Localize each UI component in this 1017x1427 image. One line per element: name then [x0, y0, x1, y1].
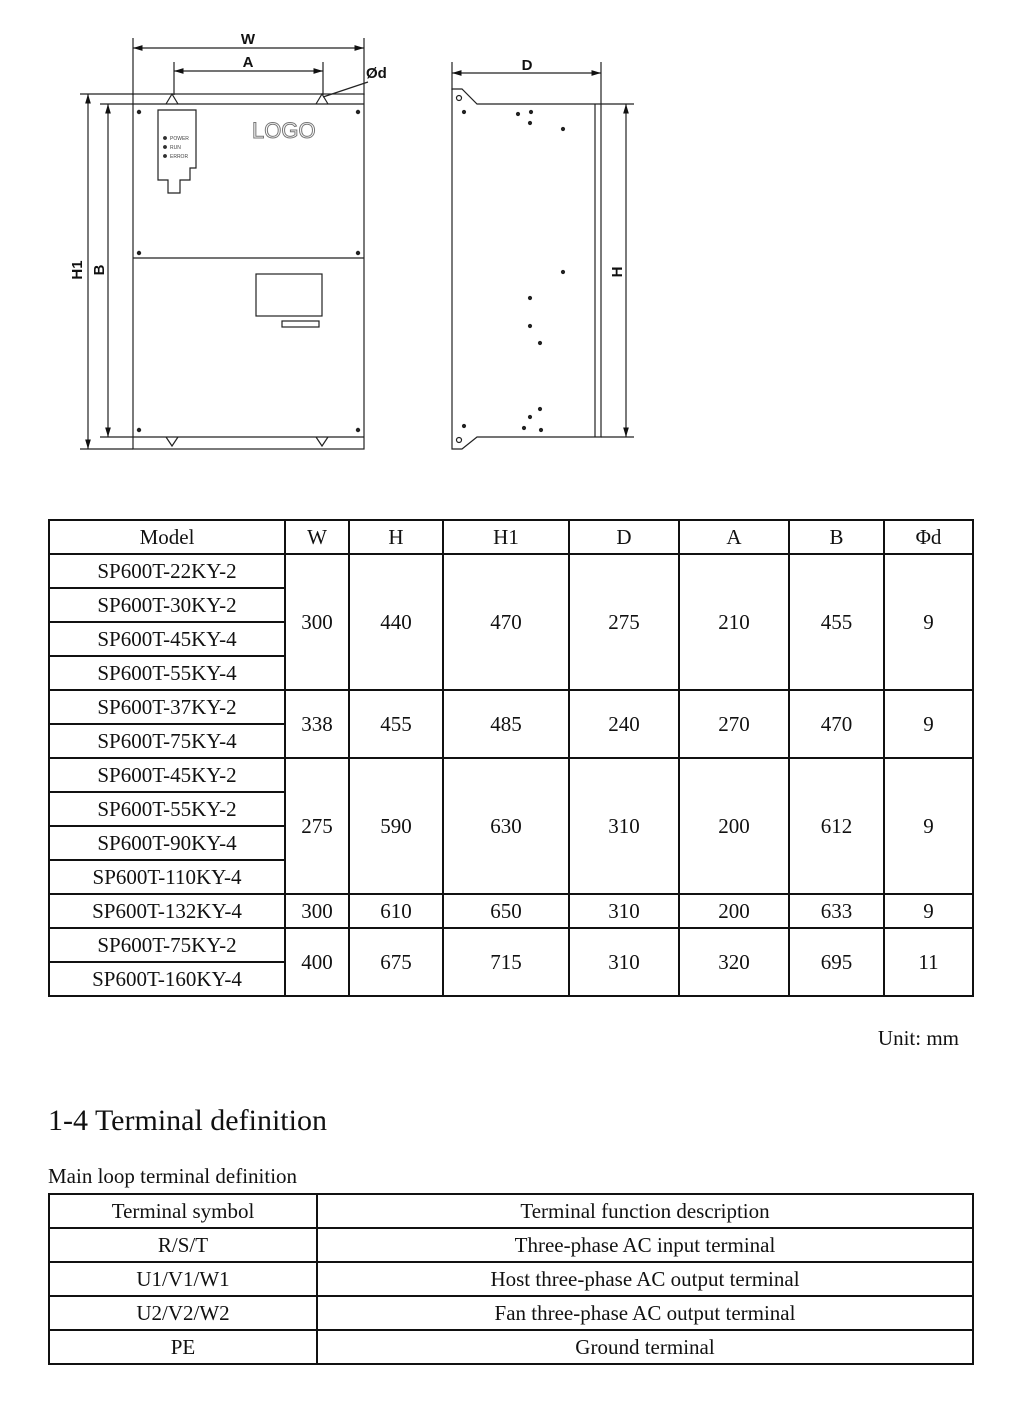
header-w: W	[285, 520, 349, 554]
value-cell: 310	[569, 928, 679, 996]
value-cell: 455	[349, 690, 443, 758]
value-cell: 210	[679, 554, 789, 690]
value-cell: 338	[285, 690, 349, 758]
value-cell: 470	[443, 554, 569, 690]
table-header-row	[49, 520, 973, 554]
table-row	[49, 1228, 973, 1262]
table-row	[49, 928, 973, 962]
value-cell: 610	[349, 894, 443, 928]
value-cell: 270	[679, 690, 789, 758]
model-cell: SP600T-110KY-4	[49, 860, 285, 894]
value-cell: 633	[789, 894, 884, 928]
table-row	[49, 1262, 973, 1296]
header-terminal-function: Terminal function description	[317, 1194, 973, 1228]
value-cell: 675	[349, 928, 443, 996]
table-row	[49, 1296, 973, 1330]
table-row	[49, 690, 973, 724]
header-h1: H1	[443, 520, 569, 554]
value-cell: 650	[443, 894, 569, 928]
header-phi-d: Φd	[884, 520, 973, 554]
value-cell: 200	[679, 758, 789, 894]
header-model: Model	[49, 520, 285, 554]
label-phi-d: Ød	[366, 65, 387, 82]
value-cell: 630	[443, 758, 569, 894]
indicator-error: ERROR	[170, 154, 189, 160]
model-cell: SP600T-90KY-4	[49, 826, 285, 860]
value-cell: 440	[349, 554, 443, 690]
table-row	[49, 758, 973, 792]
indicator-power: POWER	[170, 136, 189, 142]
value-cell: 715	[443, 928, 569, 996]
value-cell: 310	[569, 758, 679, 894]
value-cell: 320	[679, 928, 789, 996]
table-row	[49, 554, 973, 588]
value-cell: 9	[884, 758, 973, 894]
terminal-symbol: U2/V2/W2	[49, 1296, 317, 1330]
indicator-run: RUN	[170, 145, 181, 151]
header-h: H	[349, 520, 443, 554]
front-view	[80, 38, 368, 449]
label-h: H	[609, 266, 626, 278]
value-cell: 300	[285, 554, 349, 690]
value-cell: 300	[285, 894, 349, 928]
header-terminal-symbol: Terminal symbol	[49, 1194, 317, 1228]
model-cell: SP600T-45KY-4	[49, 622, 285, 656]
model-cell: SP600T-30KY-2	[49, 588, 285, 622]
label-h1: H1	[69, 260, 86, 280]
terminal-description: Host three-phase AC output terminal	[317, 1262, 973, 1296]
model-cell: SP600T-55KY-4	[49, 656, 285, 690]
dimension-drawing	[0, 0, 1017, 470]
value-cell: 590	[349, 758, 443, 894]
value-cell: 455	[789, 554, 884, 690]
model-cell: SP600T-132KY-4	[49, 894, 285, 928]
model-cell: SP600T-45KY-2	[49, 758, 285, 792]
table-row	[49, 1330, 973, 1364]
model-cell: SP600T-22KY-2	[49, 554, 285, 588]
label-w: W	[240, 31, 256, 48]
value-cell: 240	[569, 690, 679, 758]
label-d: D	[521, 57, 533, 74]
terminal-description: Fan three-phase AC output terminal	[317, 1296, 973, 1330]
label-a: A	[242, 54, 254, 71]
value-cell: 9	[884, 554, 973, 690]
value-cell: 470	[789, 690, 884, 758]
value-cell: 9	[884, 690, 973, 758]
value-cell: 275	[569, 554, 679, 690]
terminal-symbol: R/S/T	[49, 1228, 317, 1262]
terminal-symbol: PE	[49, 1330, 317, 1364]
table-row	[49, 894, 973, 928]
dimensions-table	[48, 519, 974, 997]
value-cell: 275	[285, 758, 349, 894]
section-heading: 1-4 Terminal definition	[48, 1104, 327, 1137]
terminal-symbol: U1/V1/W1	[49, 1262, 317, 1296]
model-cell: SP600T-160KY-4	[49, 962, 285, 996]
model-cell: SP600T-75KY-2	[49, 928, 285, 962]
header-d: D	[569, 520, 679, 554]
model-cell: SP600T-55KY-2	[49, 792, 285, 826]
header-a: A	[679, 520, 789, 554]
value-cell: 485	[443, 690, 569, 758]
table-header-row	[49, 1194, 973, 1228]
terminal-description: Three-phase AC input terminal	[317, 1228, 973, 1262]
value-cell: 695	[789, 928, 884, 996]
subsection-heading: Main loop terminal definition	[48, 1164, 298, 1188]
logo: LOGO	[252, 118, 316, 143]
value-cell: 200	[679, 894, 789, 928]
model-cell: SP600T-75KY-4	[49, 724, 285, 758]
model-cell: SP600T-37KY-2	[49, 690, 285, 724]
side-view	[452, 62, 634, 449]
value-cell: 310	[569, 894, 679, 928]
header-b: B	[789, 520, 884, 554]
terminal-description: Ground terminal	[317, 1330, 973, 1364]
unit-note: Unit: mm	[877, 1026, 959, 1050]
value-cell: 9	[884, 894, 973, 928]
label-b: B	[91, 264, 108, 276]
terminal-table	[48, 1193, 974, 1365]
value-cell: 11	[884, 928, 973, 996]
value-cell: 612	[789, 758, 884, 894]
value-cell: 400	[285, 928, 349, 996]
